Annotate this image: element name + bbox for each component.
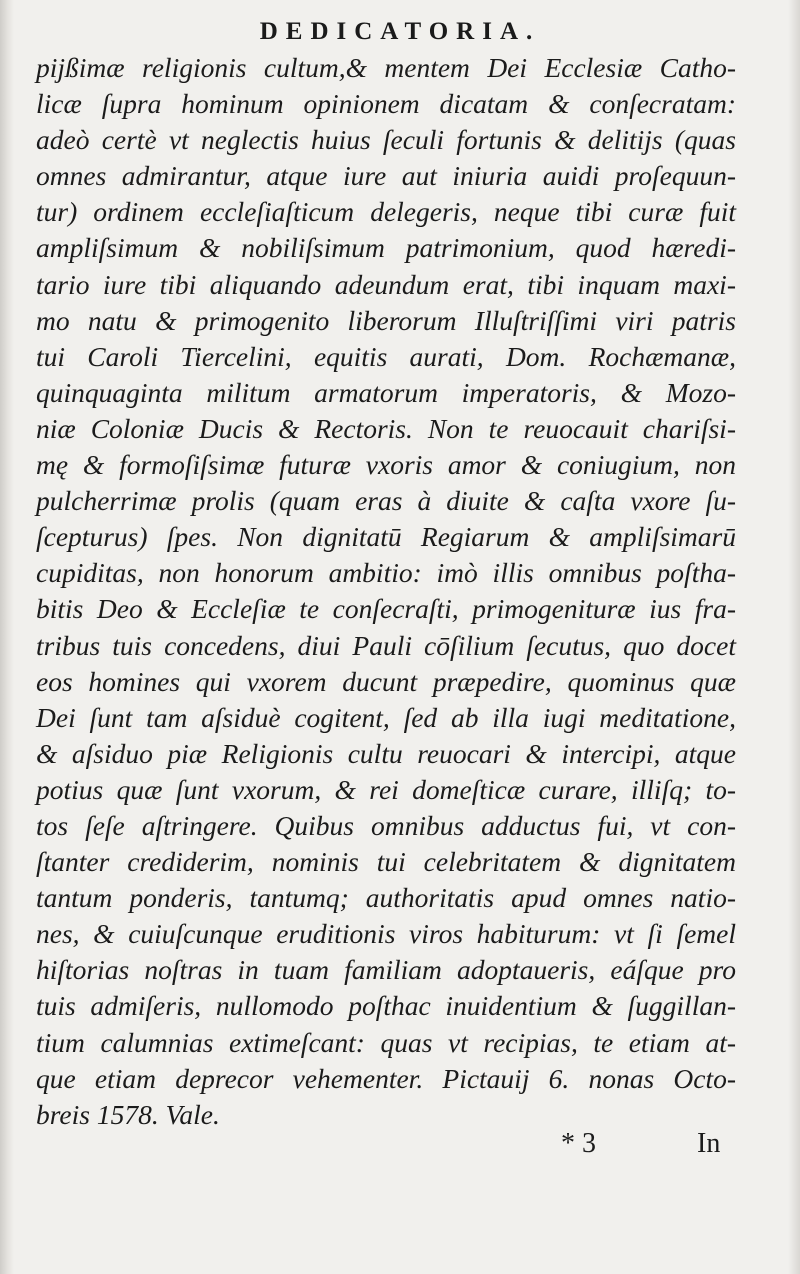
text-line: licæ ſupra hominum opinionem dicatam & conſecratam: [36,88,736,120]
text-line: tribus tuis concedens, diui Pauli cōſilium ſecutus, quo docet [36,629,736,661]
text-line: tos ſeſe aſtringere. Quibus omnibus adductus fui, vt con- [36,809,736,841]
page-gutter-shadow [0,0,14,1274]
text-line: omnes admirantur, atque iure aut iniuria auidi proſequun- [36,160,736,192]
text-line: nes, & cuiuſcunque eruditionis viros habiturum: vt ſi ſemel [36,918,736,950]
text-line: ampliſsimum & nobiliſsimum patrimonium, quod hæredi- [36,232,736,264]
text-line: ſtanter crediderim, nominis tui celebritatem & dignitatem [36,846,736,878]
signature-mark: * 3 [561,1128,596,1159]
running-title: DEDICATORIA. [259,18,541,45]
text-line: tium calumnias extimeſcant: quas vt recipias, te etiam at- [36,1026,736,1058]
text-line: tui Caroli Tiercelini, equitis aurati, Dom. Rochæmanæ, [36,340,736,372]
text-line: mę & formoſiſsimæ futuræ vxoris amor & coniugium, non [36,449,736,481]
text-line: hiſtorias noſtras in tuam familiam adoptaueris, eáſque pro [36,954,736,986]
page-edge-shadow [788,0,800,1274]
text-line: tuis admiſeris, nullomodo poſthac inuidentium & ſuggillan- [36,990,736,1022]
page-footer [0,1124,800,1174]
text-line: tantum ponderis, tantumq; authoritatis apud omnes natio- [36,882,736,914]
text-line: niæ Coloniæ Ducis & Rectoris. Non te reuocauit chariſsi- [36,412,736,444]
text-line: potius quæ ſunt vxorum, & rei domeſticæ curare, illiſq; to- [36,773,736,805]
catchword: In [697,1128,721,1159]
text-line: eos homines qui vxorem ducunt præpedire, quominus quæ [36,665,736,697]
text-line: pijßimæ religionis cultum,& mentem Dei Ecclesiæ Catho- [36,52,736,83]
text-line: bitis Deo & Eccleſiæ te conſecraſti, primogenituræ ius fra- [36,593,736,625]
text-line: tur) ordinem eccleſiaſticum delegeris, neque tibi curæ fuit [36,196,736,228]
text-line: pulcherrimæ prolis (quam eras à diuite & caſta vxore ſu- [36,485,736,517]
dedication-text [36,50,736,1133]
text-line: que etiam deprecor vehementer. Pictauij 6. nonas Octo- [36,1062,736,1094]
text-line: breis 1578. Vale. [36,1098,220,1130]
text-line: tario iure tibi aliquando adeundum erat, tibi inquam maxi- [36,268,736,300]
text-line: mo natu & primogenito liberorum Illuſtriſſimi viri patris [36,304,736,336]
text-line: Dei ſunt tam aſsiduè cogitent, ſed ab illa iugi meditatione, [36,701,736,733]
text-line: & aſsiduo piæ Religionis cultu reuocari & intercipi, atque [36,737,736,769]
text-line: ſcepturus) ſpes. Non dignitatū Regiarum & ampliſsimarū [36,521,736,553]
text-line: quinquaginta militum armatorum imperatoris, & Mozo- [36,376,736,408]
text-line: cupiditas, non honorum ambitio: imò illis omnibus poſtha- [36,557,736,589]
text-line: adeò certè vt neglectis huius ſeculi fortunis & delitijs (quas [36,124,736,156]
